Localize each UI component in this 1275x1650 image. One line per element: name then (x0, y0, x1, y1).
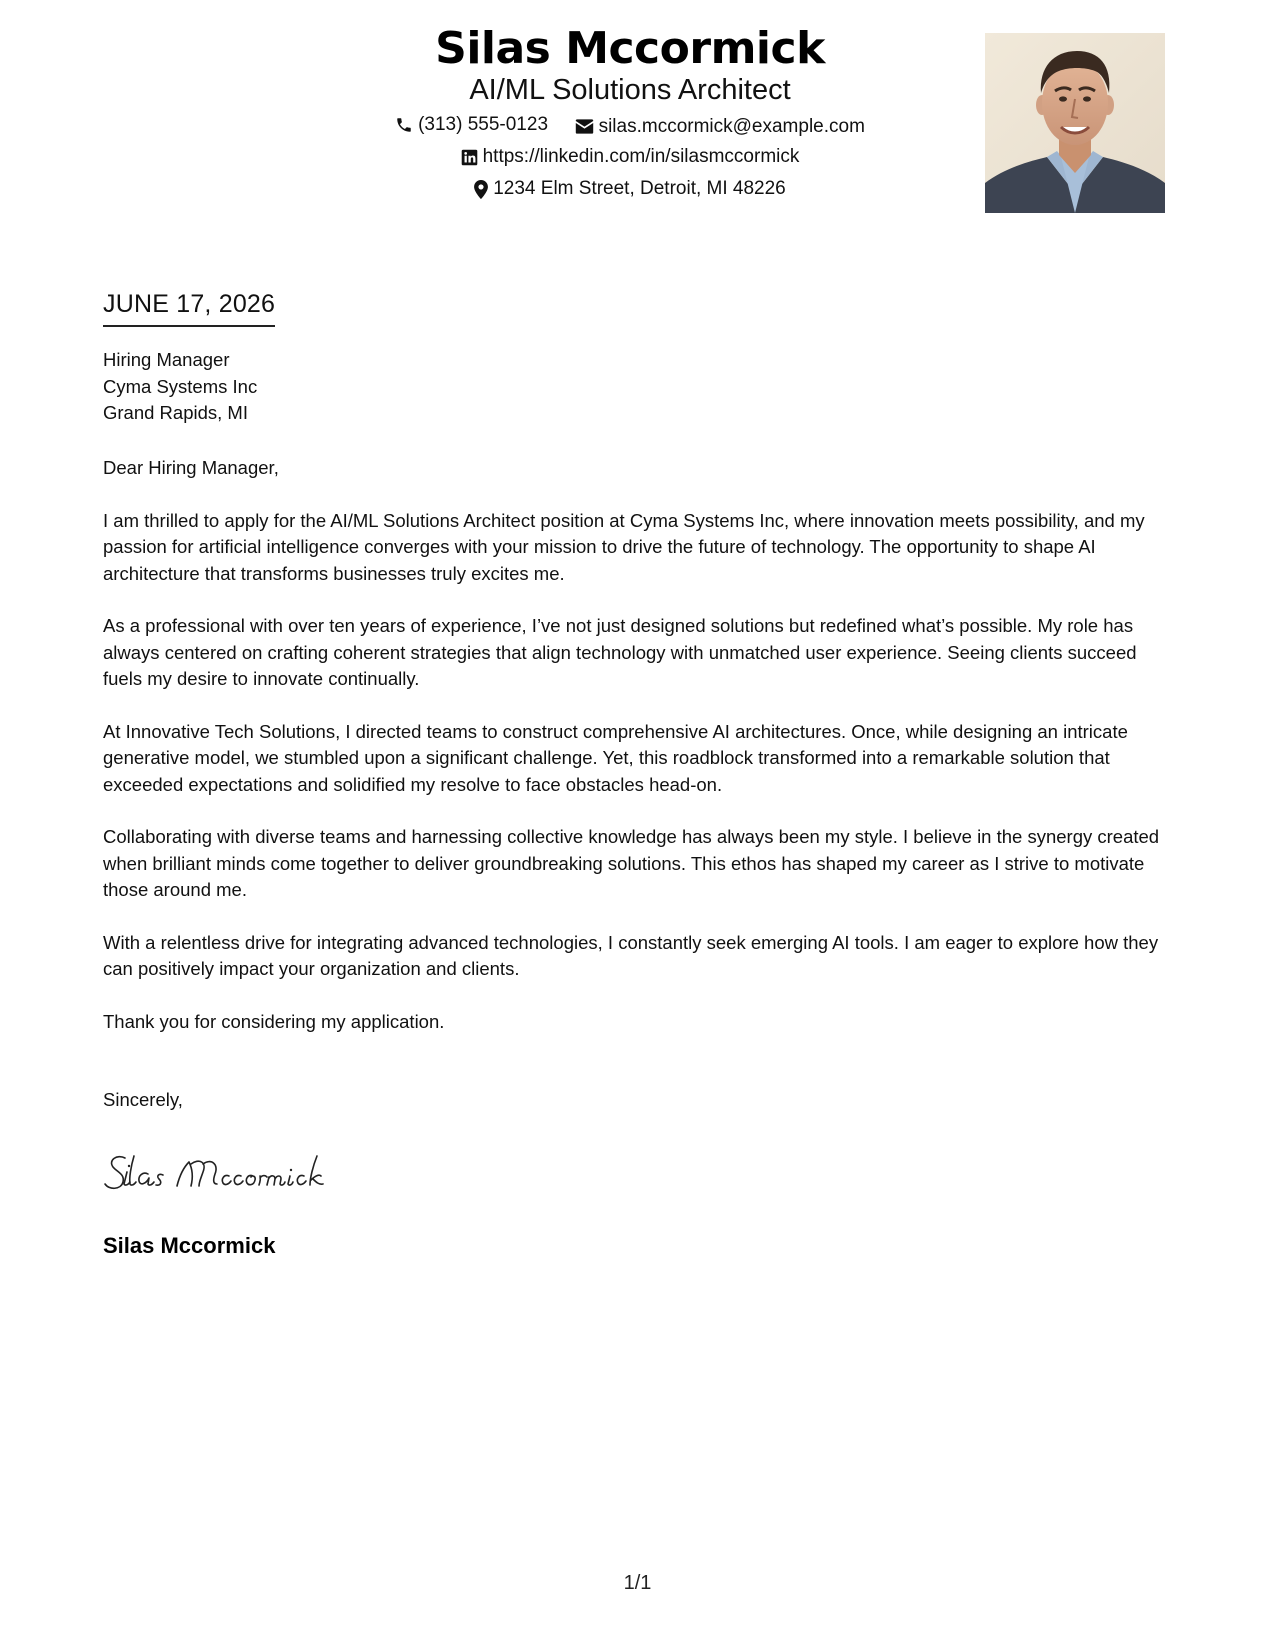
recipient-company: Cyma Systems Inc (103, 375, 258, 397)
closing-phrase: Sincerely, (103, 1089, 183, 1110)
body-paragraph: At Innovative Tech Solutions, I directed teams to construct comprehensive AI architectures. Once, while designing an intricate generative model, we stumbled upon a significant challenge. Yet, this roadblock transformed into a remarkable solution that exceeded expectations and solidified my resolve to face obstacles head-on. (103, 720, 1128, 795)
email-item (575, 115, 865, 139)
handwritten-signature (103, 1148, 363, 1198)
profile-photo (985, 33, 1165, 213)
applicant-title: AI/ML Solutions Architect (469, 74, 791, 106)
body-paragraph: Collaborating with diverse teams and harnessing collective knowledge has always been my style. I believe in the synergy created when brilliant minds come together to deliver groundbreaking solutions. This ethos has shaped my career as I strive to motivate those around me. (103, 826, 1160, 900)
salutation: Dear Hiring Manager, (103, 457, 279, 478)
map-marker-icon (474, 180, 488, 199)
phone-icon (395, 116, 413, 134)
linkedin-url[interactable]: https://linkedin.com/in/silasmccormick (482, 146, 800, 167)
email-address[interactable]: silas.mccormick@example.com (598, 115, 865, 137)
letter-body (103, 455, 1178, 1061)
body-paragraph: Thank you for considering my application. (103, 1010, 445, 1032)
contact-line-linkedin (230, 145, 1030, 173)
street-address: 1234 Elm Street, Detroit, MI 48226 (493, 178, 786, 199)
recipient-block (103, 347, 257, 427)
phone-item (395, 113, 548, 137)
body-paragraph: I am thrilled to apply for the AI/ML Solutions Architect position at Cyma Systems Inc, where innovation meets possibility, and my passion for artificial intelligence converges with your mission to drive the future of technology. The opportunity to shape AI architecture that transforms businesses truly excites me. (103, 509, 1145, 584)
phone-number[interactable]: (313) 555-0123 (418, 114, 549, 135)
applicant-name: Silas Mccormick (435, 23, 825, 74)
contact-line-phone-email (230, 113, 1030, 141)
signature-image (103, 1148, 363, 1198)
linkedin-item (461, 145, 800, 169)
body-paragraph: As a professional with over ten years of experience, I’ve not just designed solutions but redefined what’s possible. My role has always centered on crafting coherent strategies that align technology with unmatched user experience. Seeing clients succeed fuels my desire to innovate continually. (103, 615, 1137, 689)
linkedin-icon (461, 149, 478, 166)
contact-line-address (230, 177, 1030, 206)
recipient-location: Grand Rapids, MI (103, 402, 248, 423)
letter-header (0, 0, 1275, 230)
letter-date: JUNE 17, 2026 (103, 289, 275, 327)
envelope-icon (575, 119, 594, 134)
recipient-name: Hiring Manager (103, 349, 230, 370)
body-paragraph: With a relentless drive for integrating advanced technologies, I constantly seek emerging AI tools. I am eager to explore how they can positively impact your organization and clients. (103, 931, 1159, 979)
address-item (474, 177, 786, 201)
page-number: 1/1 (623, 1572, 652, 1594)
signed-name: Silas Mccormick (103, 1233, 276, 1258)
portrait-image (985, 33, 1165, 213)
